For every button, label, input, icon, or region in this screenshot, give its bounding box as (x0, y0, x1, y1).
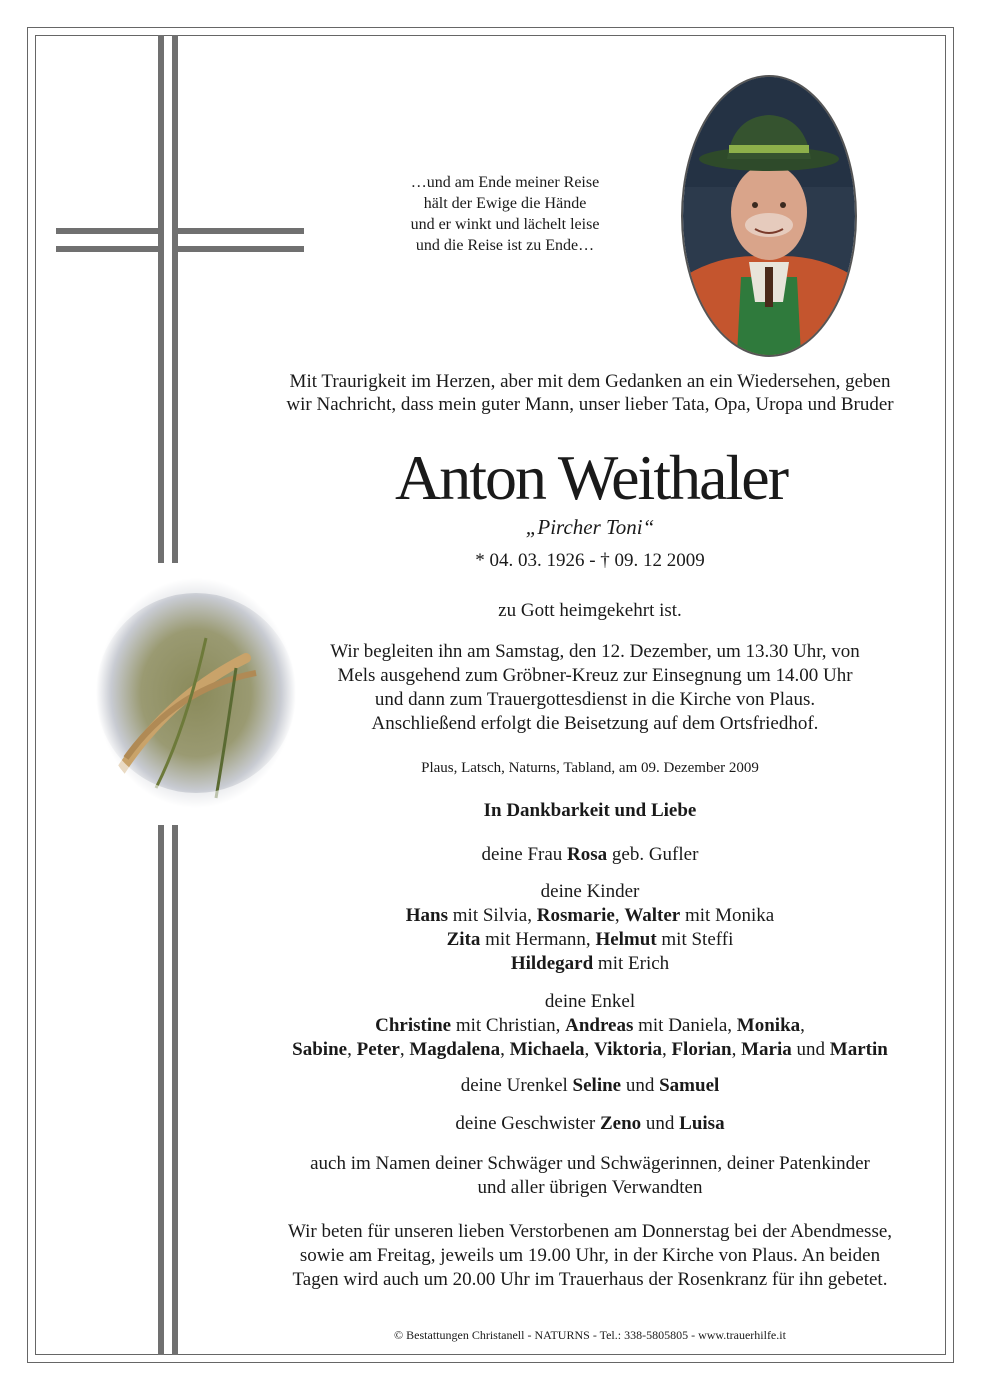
text: mit Monika (680, 905, 775, 926)
name-bold: Sabine (292, 1039, 348, 1060)
poem (380, 172, 630, 256)
name-bold: Hans (405, 905, 449, 926)
name-bold: Magdalena (409, 1039, 501, 1060)
gebet-line: sowie am Freitag, jeweils um 19.00 Uhr, in der Kirche von Plaus. An beiden (299, 1245, 881, 1266)
name-bold: Walter (624, 905, 681, 926)
text: deine Geschwister (455, 1113, 600, 1134)
heimgekehrt-text: zu Gott heimgekehrt ist. (498, 600, 682, 621)
intro-text (220, 370, 960, 416)
service-line: Mels ausgehend zum Gröbner-Kreuz zur Einsegnung um 14.00 Uhr (337, 665, 853, 686)
text: , (731, 1039, 742, 1060)
text: mit Hermann, (480, 929, 596, 950)
text: deine Frau (481, 844, 568, 865)
enkel-label: deine Enkel (544, 991, 636, 1012)
frau-line (300, 843, 880, 867)
service-text (270, 640, 920, 736)
text: mit Silvia, (448, 905, 537, 926)
name-bold: Luisa (679, 1113, 725, 1134)
name-bold: Monika (736, 1015, 801, 1036)
name-bold: Viktoria (594, 1039, 662, 1060)
kinder-line (250, 904, 930, 928)
text: mit Christian, (451, 1015, 566, 1036)
poem-line: und die Reise ist zu Ende… (415, 237, 595, 254)
kinder-label: deine Kinder (540, 881, 640, 902)
name-bold: Maria (741, 1039, 792, 1060)
name-bold: Seline (572, 1075, 622, 1096)
kinder-line (250, 928, 930, 952)
text: , (661, 1039, 672, 1060)
text: , (347, 1039, 357, 1060)
text: und (641, 1113, 680, 1134)
name-bold: Zeno (599, 1113, 642, 1134)
enkel-line (230, 1014, 950, 1038)
gebet-text (220, 1220, 960, 1292)
poem-line: und er winkt und lächelt leise (410, 216, 600, 233)
deceased-name: Anton Weithaler (395, 442, 787, 513)
geschwister-line (300, 1112, 880, 1136)
life-dates: * 04. 03. 1926 - † 09. 12 2009 (475, 550, 705, 571)
name-bold: Helmut (595, 929, 657, 950)
service-line: Anschließend erfolgt die Beisetzung auf dem Ortsfriedhof. (371, 713, 819, 734)
text: , (399, 1039, 410, 1060)
gebet-line: Wir beten für unseren lieben Verstorbenen am Donnerstag bei der Abendmesse, (287, 1221, 893, 1242)
text: , (584, 1039, 595, 1060)
verwandte-line: und aller übrigen Verwandten (477, 1177, 703, 1198)
name-bold: Samuel (659, 1075, 720, 1096)
poem-line: hält der Ewige die Hände (423, 195, 587, 212)
dankbarkeit-heading: In Dankbarkeit und Liebe (483, 800, 697, 821)
text: , (614, 905, 625, 926)
enkel-line (230, 1038, 950, 1062)
kinder-line (250, 952, 930, 976)
service-line: Wir begleiten ihn am Samstag, den 12. Dezember, um 13.30 Uhr, von (330, 641, 860, 662)
intro-line: wir Nachricht, dass mein guter Mann, unser lieber Tata, Opa, Uropa und Bruder (286, 394, 894, 415)
name-bold: Hildegard (510, 953, 594, 974)
gebet-line: Tagen wird auch um 20.00 Uhr im Trauerhaus der Rosenkranz für ihn gebetet. (292, 1269, 888, 1290)
name-bold: Peter (356, 1039, 400, 1060)
footer-credit: © Bestattungen Christanell - NATURNS - Tel.: 338-5805805 - www.trauerhilfe.it (394, 1328, 786, 1342)
name-bold: Michaela (509, 1039, 585, 1060)
text: , (500, 1039, 510, 1060)
urenkel-line (300, 1074, 880, 1098)
text: und (791, 1039, 830, 1060)
name-bold: Zita (446, 929, 481, 950)
text: mit Steffi (656, 929, 734, 950)
name-bold: Andreas (565, 1015, 634, 1036)
enkel-block (230, 990, 950, 1062)
intro-line: Mit Traurigkeit im Herzen, aber mit dem Gedanken an ein Wiedersehen, geben (289, 371, 891, 392)
wheat-photo (96, 578, 296, 808)
service-line: und dann zum Trauergottesdienst in die Kirche von Plaus. (374, 689, 816, 710)
text: geb. Gufler (607, 844, 699, 865)
name-bold: Martin (829, 1039, 888, 1060)
text: mit Erich (593, 953, 670, 974)
name-bold: Rosa (567, 844, 608, 865)
name-bold: Florian (671, 1039, 732, 1060)
place-date: Plaus, Latsch, Naturns, Tabland, am 09. Dezember 2009 (421, 760, 759, 776)
verwandte-text (230, 1152, 950, 1200)
kinder-block (250, 880, 930, 976)
name-bold: Christine (375, 1015, 452, 1036)
text: und (621, 1075, 660, 1096)
text: , (800, 1015, 805, 1036)
name-bold: Rosmarie (536, 905, 615, 926)
text: mit Daniela, (633, 1015, 737, 1036)
verwandte-line: auch im Namen deiner Schwäger und Schwägerinnen, deiner Patenkinder (310, 1153, 870, 1174)
text: deine Urenkel (460, 1075, 573, 1096)
poem-line: …und am Ende meiner Reise (410, 174, 600, 191)
portrait-photo (681, 75, 857, 357)
nickname: „Pircher Toni“ (525, 515, 655, 539)
